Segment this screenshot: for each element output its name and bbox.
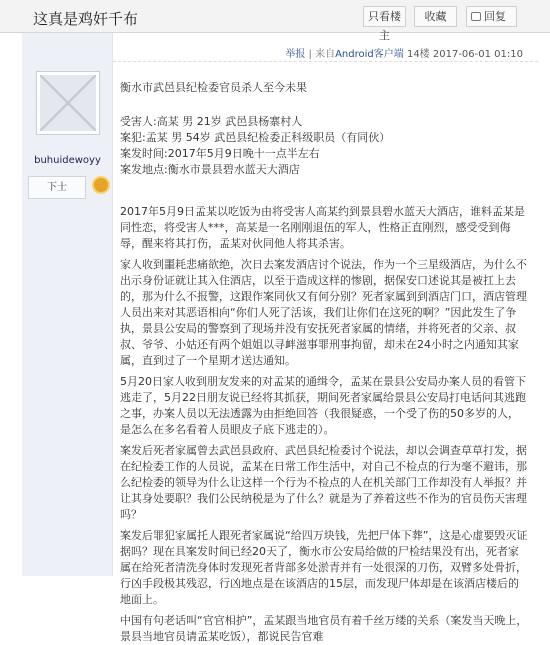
post-datetime: 2017-06-01 01:10	[432, 49, 523, 60]
reply-icon	[471, 12, 481, 21]
rank-badge: 下士	[28, 176, 86, 199]
post-meta	[113, 45, 550, 60]
post-content	[120, 72, 529, 645]
thread-title: 这真是鸡奸千布	[33, 10, 139, 28]
post-headline: 衡水市武邑县纪检委官员杀人至今未果	[120, 81, 307, 94]
post-paragraph: 2017年5月9日孟某以吃饭为由将受害人高某约到景县碧水蓝天大酒店，谁料孟某是同性恋，将受害人***，高某是一名刚刚退伍的军人，性格正直刚烈，感受受到侮辱，醒来将其打伤，孟某对伙同他人将其杀害。	[120, 205, 525, 250]
post-paragraph: 家人收到噩耗悲痛欲绝，次日去案发酒店讨个说法，作为一个三星级酒店，为什么不出示身份证就让其入住酒店，以至于造成这样的惨剧，据保安口述说其是被扛上去的，那为什么不报警，这跟作案同伙又有何分别？死者家属到到酒店门口，酒店管理人员出来对其恶语相向“你们人死了活该，我们让你们在这死的啊？”因此发生了争执，景县公安局的警察到了现场并没有安抚死者家属的情绪，并将死者的父亲、叔叔、爷爷、小姑还有两个姐姐以寻衅滋事罪刑事拘留，却未在24小时之内通知其家属，直到过了一个星期才送达通知。	[120, 258, 527, 367]
case-info	[120, 114, 529, 178]
client-link[interactable]: Android客户端	[335, 49, 404, 60]
post-paragraph: 5月20日家人收到朋友发来的对孟某的通缉令，孟某在景县公安局办案人员的看管下逃走了，5月22日朋友说已经将其抓获，期间死者家属给景县公安局打电话问其逃跑之事，办案人员以无法透露为由拒绝回答（我很疑惑，一个受了伤的50多岁的人，是怎么在多名看着人员眼皮子底下逃走的）。	[120, 375, 526, 436]
reply-label: 回复	[484, 10, 506, 23]
reply-button[interactable]	[466, 6, 517, 27]
meta-divider	[113, 61, 538, 62]
avatar[interactable]	[36, 71, 100, 135]
info-line: 案发地点:衡水市景县碧水蓝天大酒店	[120, 163, 300, 176]
title-bar	[0, 0, 550, 42]
medal-icon	[92, 176, 110, 194]
user-sidebar	[22, 33, 113, 576]
post-paragraph: 案发后罪犯家属托人跟死者家属说“给四万块钱，先把尸体下葬”，这是心虚要毁灭证据吗？现在具案发时间已经20天了，衡水市公安局给做的尸检结果没有出，死者家属在给死者清洗身体时发现死者背部多处淤青并有一处很深的刀伤，双臂多处骨折，行凶手段极其残忍，行凶地点是在该酒店的15层，而发现尸体却是在该酒店楼后的地面上。	[120, 529, 528, 606]
report-link[interactable]: 举报	[285, 49, 306, 60]
meta-separator: |	[308, 49, 312, 60]
post-paragraph: 中国有句老话叫“官官相护”，孟某跟当地官员有着千丝万缕的关系（案发当天晚上，景县当地官员请孟某吃饭），都说民告官难	[120, 614, 528, 643]
post-paragraph: 案发后死者家属曾去武邑县政府、武邑县纪检委讨个说法，却以会调查草草打发，据在纪检委工作的人员说，孟某在日常工作生活中，对自己不检点的行为毫不避讳，那么纪检委的领导为什么让这样一个行为不检点的人在机关部门工作却没有人举报？并让其身处要职？我们公民纳税是为了什么？就是为了养着这些不作为的官员伤天害理吗？	[120, 444, 527, 521]
username-link[interactable]: buhuidewoyy	[34, 155, 101, 166]
info-line: 案发时间:2017年5月9日晚十一点半左右	[120, 147, 320, 160]
avatar-placeholder-icon	[40, 75, 96, 131]
only-owner-button[interactable]: 只看楼主	[363, 6, 406, 27]
favorite-button[interactable]: 收藏	[414, 6, 457, 27]
info-line: 案犯:孟某 男 54岁 武邑县纪检委正科级职员（有同伙）	[120, 131, 391, 144]
from-label: 来自	[315, 49, 336, 60]
info-line: 受害人:高某 男 21岁 武邑县杨寨村人	[120, 115, 303, 128]
floor-number: 14楼	[406, 49, 430, 60]
